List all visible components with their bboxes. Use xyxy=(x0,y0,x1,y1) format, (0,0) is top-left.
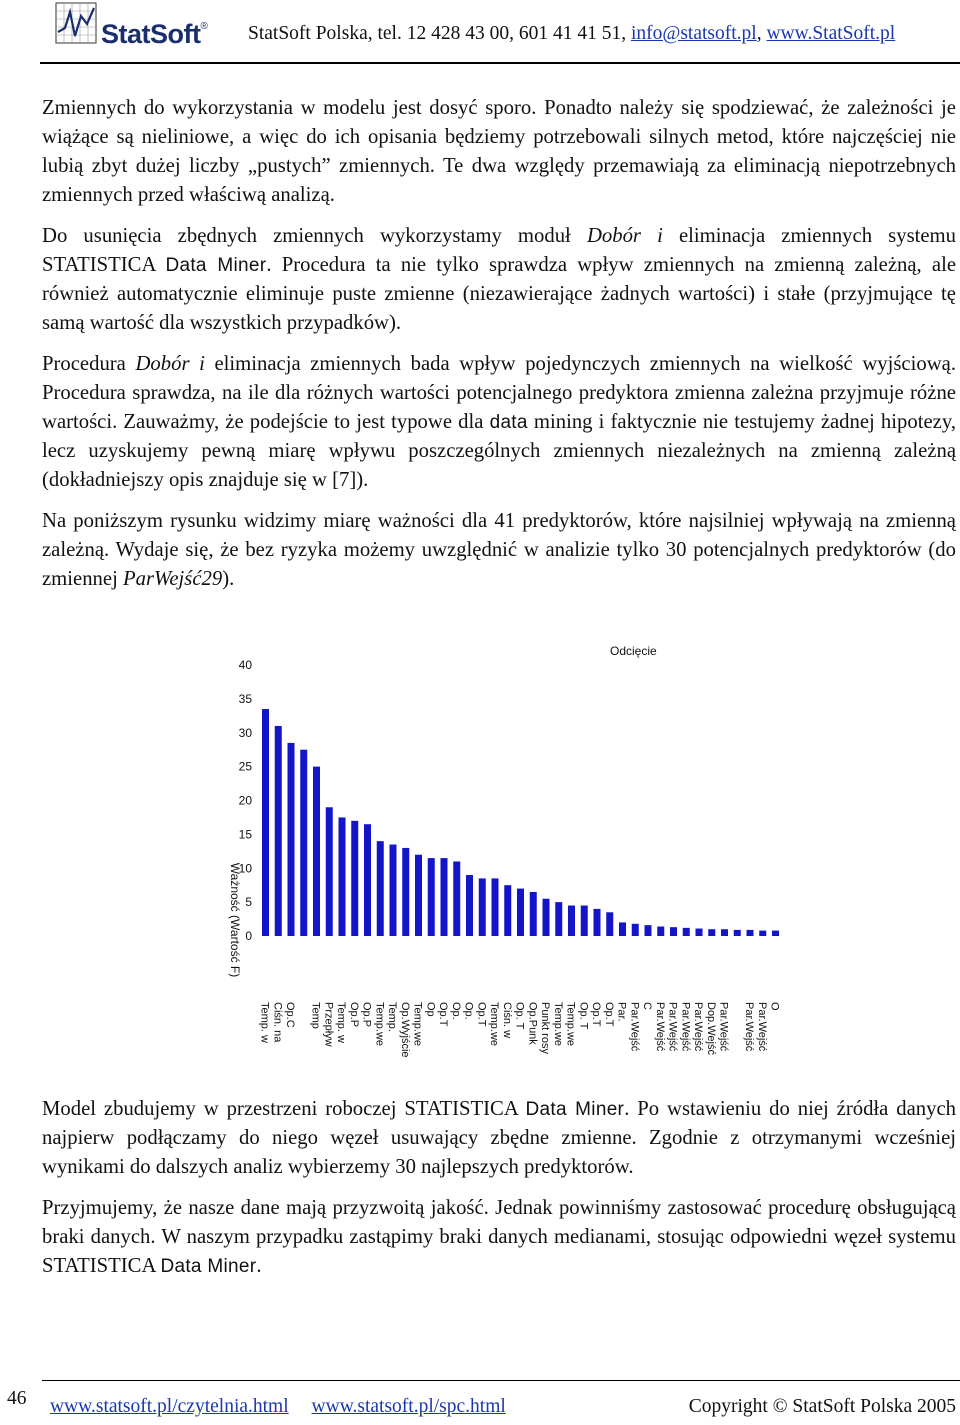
paragraph-3: Procedura Dobór i eliminacja zmiennych bada wpływ pojedynczych zmiennych na wielkość wyjściową. Procedura sprawdza, na ile dla różnych wartości potencjalnego predyktora zmienna zależna przyjmuje różne wartości. Zauważmy, że podejście to jest typowe dla data mining i faktycznie nie testujemy żadnej hipotezy, lecz uzyskujemy pewną miarę wpływu poszczególnych zmiennych niezależnych na zmienną zależną (dokładniejszy opis znajduje się w [7]). xyxy=(42,353,956,491)
y-tick-label: 20 xyxy=(238,793,252,808)
x-tick-label: Temp. w xyxy=(258,1002,271,1043)
bar xyxy=(657,927,664,936)
x-tick-label: Op.T xyxy=(602,1002,615,1027)
y-tick-label: 30 xyxy=(238,725,252,740)
bar xyxy=(351,821,358,936)
bar xyxy=(441,858,448,936)
x-tick-label: Par.Wejść xyxy=(679,1002,692,1052)
bar xyxy=(619,922,626,936)
x-tick-label: Par.Wejść xyxy=(717,1002,730,1052)
page-footer xyxy=(0,1388,960,1425)
x-tick-label: Przepływ xyxy=(322,1002,335,1047)
header-contact: StatSoft Polska, tel. 12 428 43 00, 601 41 41 51, info@statsoft.pl, www.StatSoft.pl xyxy=(248,23,896,44)
bar xyxy=(428,858,435,936)
bar xyxy=(390,845,397,936)
x-tick-label: Op.P xyxy=(347,1002,360,1028)
x-tick-label: Temp. w xyxy=(335,1002,347,1043)
czytelnia-link[interactable]: www.statsoft.pl/czytelnia.html xyxy=(50,1396,289,1417)
bar xyxy=(479,878,486,936)
x-tick-label: Par.Wejść xyxy=(628,1002,641,1052)
bar xyxy=(402,848,409,936)
statsoft-logo-icon xyxy=(55,2,97,44)
y-tick-label: 35 xyxy=(238,691,252,706)
y-tick-label: 0 xyxy=(245,929,252,943)
x-tick-label: Par.Wejść xyxy=(653,1002,666,1052)
x-tick-label: Par. xyxy=(615,1002,628,1022)
x-tick-label: Temp. xyxy=(386,1002,398,1032)
bar xyxy=(670,927,677,936)
page-header xyxy=(55,2,960,58)
y-tick-label: 40 xyxy=(238,658,252,672)
paragraph-2: Do usunięcia zbędnych zmiennych wykorzystamy moduł Dobór i eliminacja zmiennych systemu STATISTICA Data Miner. Procedura ta nie tylko sprawdza wpływ zmiennych na zmienną zależną, ale również automatycznie eliminuje puste zmienne (niezawierające żadnych wartości) i stałe (przyjmujące tę samą wartość dla wszystkich przypadków). xyxy=(42,225,956,334)
bar xyxy=(568,906,575,936)
x-tick-label: Op.T xyxy=(475,1002,488,1027)
y-axis-label: Ważność (Wartość F) xyxy=(228,862,242,978)
bar xyxy=(300,750,307,936)
bar xyxy=(275,726,282,936)
bar xyxy=(632,924,639,936)
bar xyxy=(326,807,333,936)
brand-wordmark: StatSoft® xyxy=(101,19,208,49)
bar xyxy=(339,817,346,936)
upper-text-block xyxy=(42,94,956,606)
bar xyxy=(759,931,766,936)
x-tick-label: Par.Wejść xyxy=(666,1002,679,1052)
footer-divider xyxy=(42,1380,960,1381)
footer-links xyxy=(50,1396,524,1418)
x-tick-label: Ciśn. na xyxy=(271,1002,284,1043)
x-tick-label: Op xyxy=(424,1002,437,1017)
bar xyxy=(415,855,422,936)
x-tick-label: Temp.we xyxy=(564,1002,577,1047)
importance-bar-chart xyxy=(210,640,810,1080)
bar xyxy=(734,930,741,936)
x-tick-label: Temp.we xyxy=(373,1002,386,1047)
header-divider xyxy=(40,62,960,64)
paragraph-6: Przyjmujemy, że nasze dane mają przyzwoitą jakość. Jednak powinniśmy zastosować procedurę obsługującą braki danych. W naszym przypadku zastąpimy braki danych medianami, stosując odpowiedni węzeł systemu STATISTICA Data Miner. xyxy=(42,1197,956,1277)
bar xyxy=(555,902,562,936)
bar xyxy=(721,929,728,936)
bar xyxy=(262,709,269,936)
lower-text-block xyxy=(42,1095,956,1293)
paragraph-1: Zmiennych do wykorzystania w modelu jest dosyć sporo. Ponadto należy się spodziewać, że zależności je wiążące są nieliniowe, a więc do ich opisania będziemy potrzebowali silnych metod, które najczęściej nie lubią zbyt dużej liczby „pustych” zmiennych. Te dwa względy przemawiają za eliminacją niepotrzebnych zmiennych przed właściwą analizą. xyxy=(42,97,956,206)
bar xyxy=(683,928,690,936)
bar xyxy=(504,885,511,936)
bar xyxy=(466,875,473,936)
x-tick-label: Temp.we xyxy=(488,1002,500,1047)
bar xyxy=(606,912,613,936)
y-tick-label: 5 xyxy=(245,895,252,910)
x-tick-label: Op.P xyxy=(360,1002,373,1028)
bar xyxy=(594,909,601,936)
bar xyxy=(288,743,295,936)
x-tick-label: Temp.we xyxy=(551,1002,564,1047)
y-tick-label: 15 xyxy=(238,827,252,842)
bar xyxy=(696,929,703,936)
paragraph-5: Model zbudujemy w przestrzeni roboczej STATISTICA Data Miner. Po wstawieniu do niej źródła danych najpierw podłączamy do niego węzeł usuwający zbędne zmienne. Zgodnie z otrzymanymi wcześniej wynikami do dalszych analiz wybierzemy 30 najlepszych predyktorów. xyxy=(42,1098,956,1178)
x-tick-label: Op. xyxy=(462,1002,475,1020)
x-tick-label: Ciśn. w xyxy=(500,1002,513,1039)
bar xyxy=(543,899,550,936)
bar xyxy=(377,841,384,936)
bar xyxy=(364,824,371,936)
x-axis-labels xyxy=(259,1002,781,1058)
x-tick-label: Op.T xyxy=(590,1002,602,1027)
x-tick-label: C xyxy=(641,1002,653,1010)
x-tick-label: Op. T xyxy=(513,1002,526,1030)
paragraph-4: Na poniższym rysunku widzimy miarę ważności dla 41 predyktorów, które najsilniej wpływają na zmienną zależną. Wydaje się, że bez ryzyka możemy uwzględnić w analizie tylko 30 potencjalnych predyktorów (do zmiennej ParWejść29). xyxy=(42,510,956,590)
copyright: Copyright © StatSoft Polska 2005 xyxy=(688,1396,956,1417)
importance-chart xyxy=(210,640,810,1080)
bar xyxy=(453,861,460,936)
bar xyxy=(772,931,779,936)
x-tick-label: Par.Wejść xyxy=(755,1002,768,1052)
bar xyxy=(645,925,652,936)
bar xyxy=(747,930,754,936)
x-tick-label: Par.Wejść xyxy=(743,1002,755,1052)
x-tick-label: Op.Punk xyxy=(526,1002,539,1045)
bars xyxy=(262,709,779,936)
x-tick-label: Temp xyxy=(309,1002,322,1029)
bar xyxy=(581,906,588,936)
website-link[interactable]: www.StatSoft.pl xyxy=(766,23,896,44)
y-tick-label: 25 xyxy=(238,759,252,774)
x-tick-label: Punkt rosy xyxy=(539,1002,551,1054)
x-tick-label: Op. xyxy=(449,1002,462,1020)
email-link[interactable]: info@statsoft.pl xyxy=(630,23,757,44)
cutoff-annotation: Odcięcie xyxy=(610,644,657,658)
x-tick-label: O xyxy=(768,1002,781,1011)
spc-link[interactable]: www.statsoft.pl/spc.html xyxy=(311,1396,506,1417)
x-tick-label: Par.Wejść xyxy=(692,1002,704,1052)
bar xyxy=(517,889,524,936)
y-tick-label: 10 xyxy=(238,861,252,876)
bar xyxy=(313,767,320,936)
x-tick-label: Op.T xyxy=(437,1002,449,1027)
page-number: 46 xyxy=(7,1388,27,1409)
x-tick-label: Dop.Wejść xyxy=(704,1002,717,1055)
x-tick-label: Op.C xyxy=(284,1002,296,1028)
contact-phones: StatSoft Polska, tel. 12 428 43 00, 601 41 41 51, xyxy=(248,23,627,44)
bar xyxy=(530,892,537,936)
x-tick-label: Op. T xyxy=(577,1002,590,1030)
bar xyxy=(492,878,499,936)
x-tick-label: Temp.we xyxy=(411,1002,424,1047)
x-tick-label: Op.Wyjście xyxy=(398,1002,411,1058)
bar xyxy=(708,929,715,936)
